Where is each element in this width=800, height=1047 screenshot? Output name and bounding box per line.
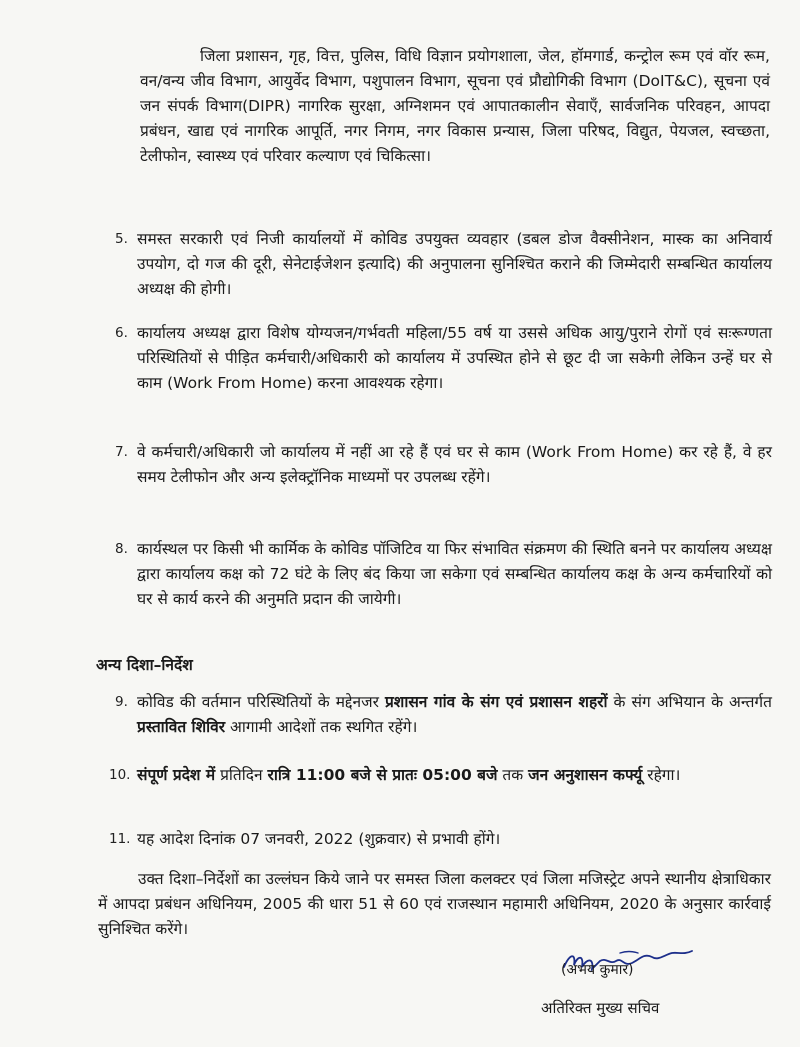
item-number: 5. (115, 231, 128, 247)
item-bold-text: जन अनुशासन कर्फ्यू (528, 766, 643, 784)
order-item-8 (115, 537, 772, 612)
order-item-10 (109, 763, 772, 788)
item-text: यह आदेश दिनांक 07 जनवरी, 2022 (शुक्रवार) से प्रभावी होंगे। (137, 830, 501, 848)
item-text: समस्त सरकारी एवं निजी कार्यालयों में कोविड उपयुक्त व्यवहार (डबल डोज वैक्सीनेशन, मास्क का अनिवार्य उपयोग, दो गज की दूरी, सेनेटाईजेशन इत्यादि) की अनुपालना सुनिश्चित कराने की जिम्मेदारी सम्बन्धित कार्यालय अध्यक्ष की होगी। (137, 230, 772, 298)
item-number: 7. (115, 444, 128, 460)
order-item-11 (109, 827, 772, 852)
item-bold-text: प्रस्तावित शिविर (137, 718, 226, 736)
item-number: 11. (109, 831, 131, 847)
departments-paragraph: जिला प्रशासन, गृह, वित्त, पुलिस, विधि विज्ञान प्रयोगशाला, जेल, हॉमगार्ड, कन्ट्रोल रूम एवं वॉर रूम, वन/वन्य जीव विभाग, आयुर्वेद विभाग, पशुपालन विभाग, सूचना एवं प्रौद्योगिकी विभाग (DoIT&C), सूचना एवं जन संपर्क विभाग(DIPR) नागरिक सुरक्षा, अग्निशमन एवं आपातकालीन सेवाएँ, सार्वजनिक परिवहन, आपदा प्रबंधन, खाद्य एवं नागरिक आपूर्ति, नगर निगम, नगर विकास प्रन्यास, जिला परिषद, विद्युत, पेयजल, स्वच्छता, टेलीफोन, स्वास्थ्य एवं परिवार कल्याण एवं चिकित्सा। (140, 47, 770, 165)
item-text-part: आगामी आदेशों तक स्थगित रहेंगे। (225, 718, 418, 736)
section-heading: अन्य दिशा–निर्देश (96, 656, 193, 674)
item-text-part: तक (497, 766, 529, 784)
item-text: कार्यालय अध्यक्ष द्वारा विशेष योग्यजन/गर्भवती महिला/55 वर्ष या उससे अधिक आयु/पुराने रोगों एवं सःरूग्णता परिस्थितियों से पीड़ित कर्मचारी/अधिकारी को कार्यालय में उपस्थित होने से छूट दी जा सकेगी लेकिन उन्हें घर से काम (Work From Home) करना आवश्यक रहेगा। (137, 324, 772, 392)
order-item-6 (115, 321, 772, 396)
item-text-part: कोविड की वर्तमान परिस्थितियों के मद्देनजर (137, 693, 385, 711)
signatory-designation: अतिरिक्त मुख्य सचिव (541, 999, 660, 1017)
item-number: 10. (109, 767, 131, 783)
order-item-5 (115, 227, 772, 302)
signatory-name: (अभय कुमार) (561, 962, 634, 978)
item-bold-text: प्रशासन गांव के संग एवं प्रशासन शहरों (384, 693, 608, 711)
item-text: कार्यस्थल पर किसी भी कार्मिक के कोविड पॉजिटिव या फिर संभावित संक्रमण की स्थिति बनने पर कार्यालय अध्यक्ष द्वारा कार्यालय कक्ष को 72 घंटे के लिए बंद किया जा सकेगा एवं सम्बन्धित कार्यालय कक्ष के अन्य कर्मचारियों को घर से कार्य करने की अनुमति प्रदान की जायेगी। (137, 540, 772, 608)
item-text-part: रहेगा। (642, 766, 681, 784)
item-bold-text: संपूर्ण प्रदेश में (137, 766, 216, 784)
item-number: 6. (115, 325, 128, 341)
item-text-part: के संग अभियान के अन्तर्गत (607, 693, 772, 711)
item-number: 9. (115, 694, 128, 710)
item-text: वे कर्मचारी/अधिकारी जो कार्यालय में नहीं आ रहे हैं एवं घर से काम (Work From Home) कर रहे हैं, वे हर समय टेलीफोन और अन्य इलेक्ट्रॉनिक माध्यमों पर उपलब्ध रहेंगे। (137, 443, 772, 486)
closing-paragraph: उक्त दिशा–निर्देशों का उल्लंघन किये जाने पर समस्त जिला कलक्टर एवं जिला मजिस्ट्रेट अपने स्थानीय क्षेत्राधिकार में आपदा प्रबंधन अधिनियम, 2005 की धारा 51 से 60 एवं राजस्थान महामारी अधिनियम, 2020 के अनुसार कार्रवाई सुनिश्चित करेंगे। (98, 870, 771, 938)
order-item-7 (115, 440, 772, 490)
item-bold-text: रात्रि 11:00 बजे से प्रातः 05:00 बजे (267, 766, 498, 784)
item-text-part: प्रतिदिन (215, 766, 268, 784)
order-item-9 (115, 690, 772, 740)
item-number: 8. (115, 541, 128, 557)
